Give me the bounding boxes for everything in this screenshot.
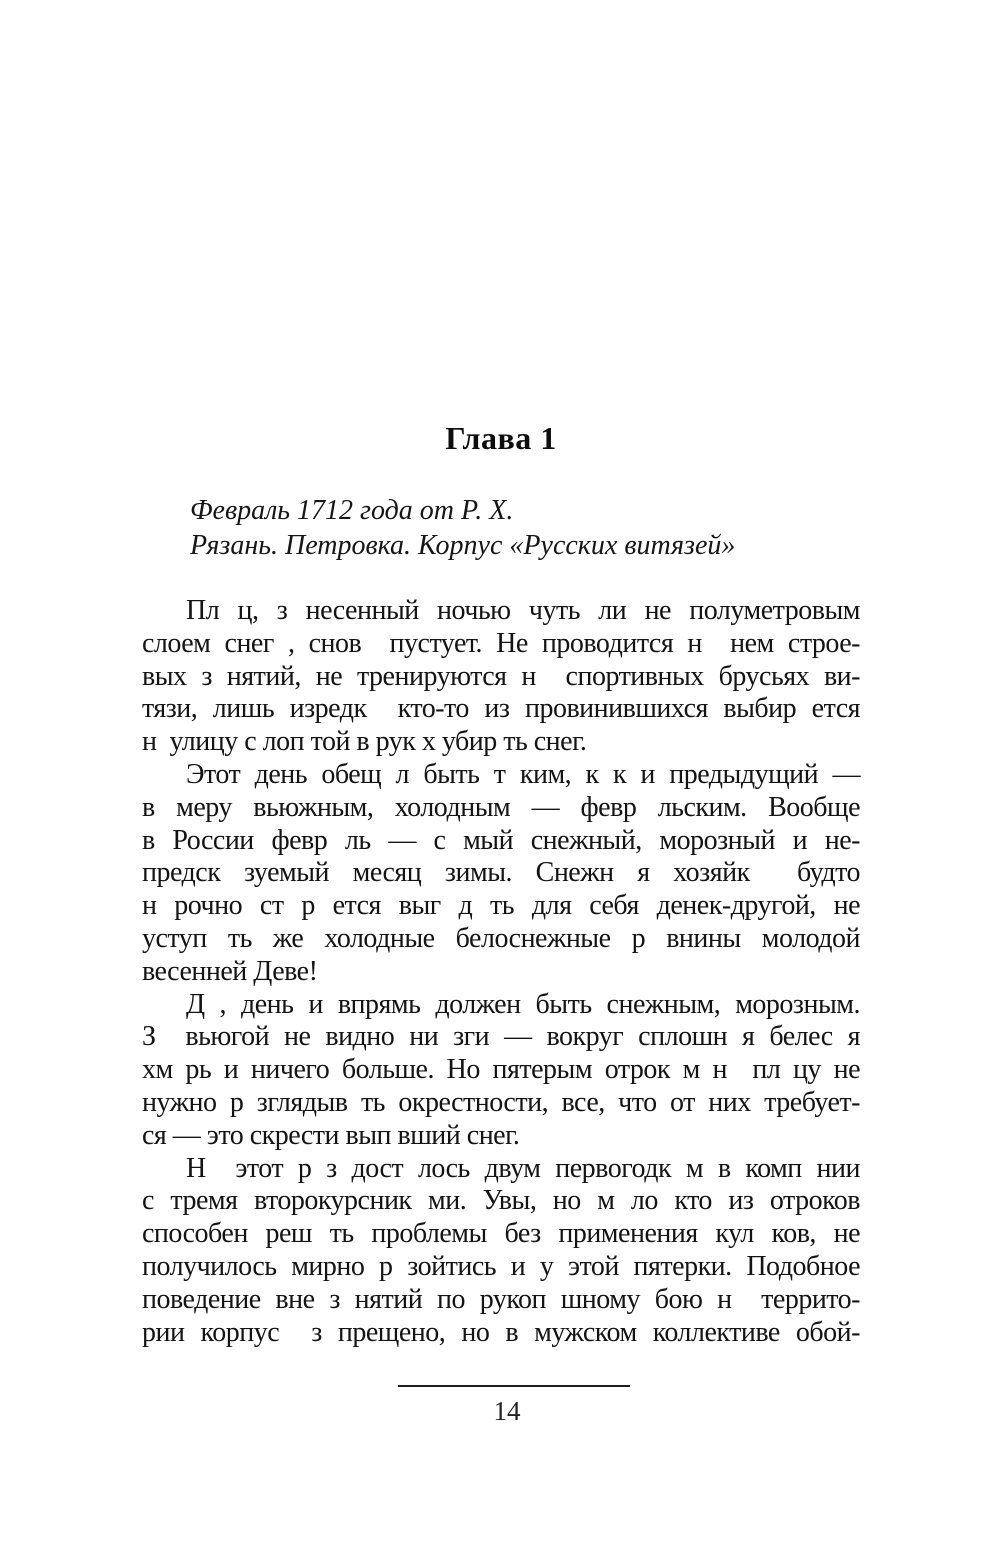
body-line: ся — это скрести вып вший снег. [142,1119,520,1151]
body-line: нужно р зглядыв ть окрестности, все, что от них требует- [142,1086,860,1118]
body-line: Пл ц, з несенный ночью чуть ли не полуметровым [186,595,860,626]
body-line: предск зуемый месяц зимы. Снежн я хозяйк будто [142,857,860,889]
body-line: тязи, лишь изредк кто-то из провинившихся выбир ется [142,693,860,725]
body-line: в меру вьюжным, холодным — февр льским. Вообще [142,791,860,823]
body-line: с тремя второкурсник ми. Увы, но м ло кто из отроков [142,1185,860,1217]
footer-rule [398,1385,630,1387]
body-line: получилось мирно р зойтись и у этой пятерки. Подобное [142,1250,860,1282]
body-line: вых з нятий, не тренируются н спортивных брусьях ви- [142,660,860,692]
body-line: в России февр ль — с мый снежный, морозный и не- [142,824,860,856]
epigraph-line-place: Рязань. Петровка. Корпус «Русских витязей» [190,530,736,561]
body-line: н улицу с лоп той в рук х убир ть снег. [142,726,587,758]
body-line: Д , день и впрямь должен быть снежным, морозным. [186,988,860,1020]
body-text [142,595,860,1349]
body-line: З вьюгой не видно ни зги — вокруг сплошн я белес я [142,1021,860,1053]
body-line: уступ ть же холодные белоснежные р внины молодой [142,922,860,954]
page-number: 14 [493,1396,521,1426]
body-line: поведение вне з нятий по рукоп шному бою н террито- [142,1283,860,1315]
body-line: слоем снег , снов пустует. Не проводится н нем строе- [142,627,860,659]
body-line: весенней Деве! [142,955,318,987]
epigraph-line-date: Февраль 1712 года от Р. Х. [190,495,514,526]
body-line: способен реш ть проблемы без применения кул ков, не [142,1218,860,1250]
body-line: Этот день обещ л быть т ким, к к и предыдущий — [186,758,860,790]
body-line: рии корпус з прещено, но в мужском коллективе обой- [142,1316,860,1348]
body-line: н рочно ст р ется выг д ть для себя денек-другой, не [142,890,860,922]
epigraph [190,493,840,563]
body-line: Н этот р з дост лось двум первогодк м в комп нии [186,1152,860,1184]
body-line: хм рь и ничего больше. Но пятерым отрок м н пл цу не [142,1054,860,1086]
chapter-title: Глава 1 [445,420,557,456]
